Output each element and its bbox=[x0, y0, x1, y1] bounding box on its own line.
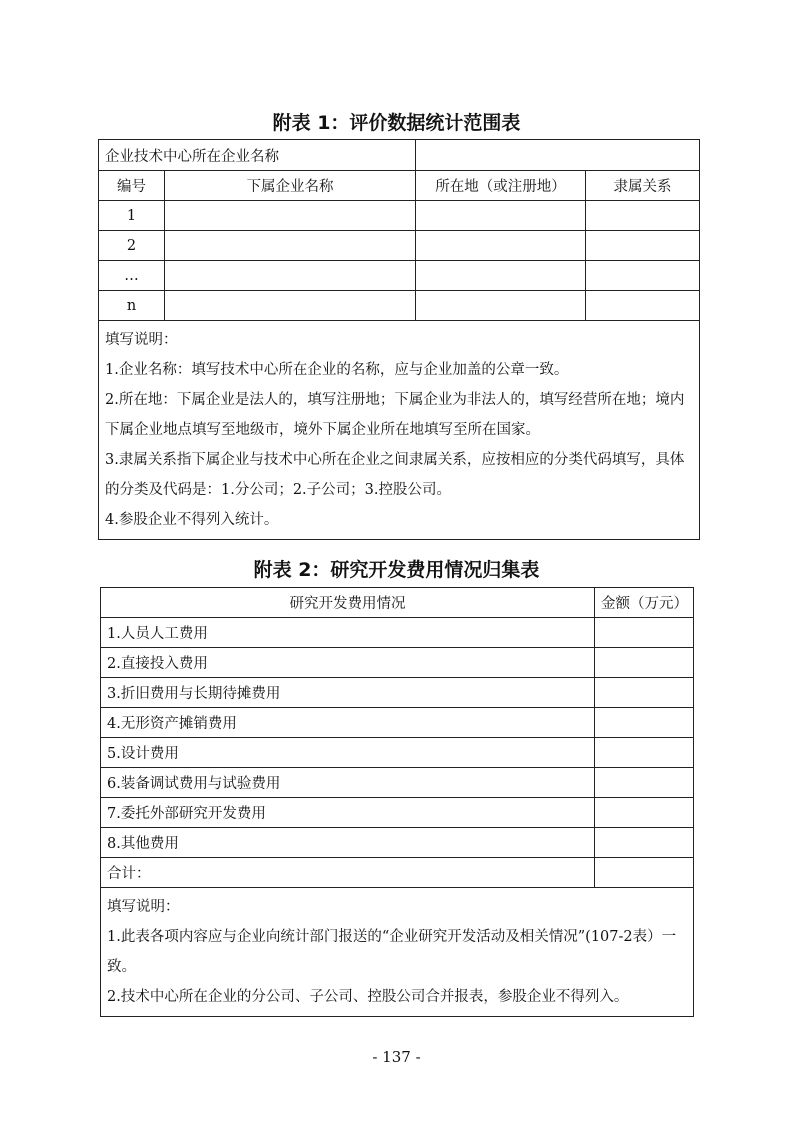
relation-cell[interactable] bbox=[586, 201, 700, 231]
note-item: 3.隶属关系指下属企业与技术中心所在企业之间隶属关系，应按相应的分类代码填写，具体的分类及代码是：1.分公司；2.子公司；3.控股公司。 bbox=[105, 452, 685, 498]
table-row bbox=[101, 648, 694, 678]
table1-title: 附表 1：评价数据统计范围表 bbox=[272, 112, 521, 134]
table-row bbox=[101, 768, 694, 798]
company-name-value[interactable] bbox=[416, 140, 700, 171]
amount-cell[interactable] bbox=[595, 708, 694, 738]
table2-header-row bbox=[101, 588, 694, 618]
subsidiary-name-cell[interactable] bbox=[165, 261, 416, 291]
header-subsidiary-name: 下属企业名称 bbox=[165, 171, 416, 201]
table2-notes bbox=[101, 888, 694, 1017]
total-label: 合计： bbox=[101, 858, 595, 888]
amount-cell[interactable] bbox=[595, 618, 694, 648]
relation-cell[interactable] bbox=[586, 291, 700, 321]
table-row bbox=[101, 828, 694, 858]
relation-cell[interactable] bbox=[586, 261, 700, 291]
subsidiary-name-cell[interactable] bbox=[165, 201, 416, 231]
location-cell[interactable] bbox=[416, 201, 586, 231]
table-row bbox=[101, 708, 694, 738]
subsidiary-name-cell[interactable] bbox=[165, 291, 416, 321]
location-cell[interactable] bbox=[416, 291, 586, 321]
relation-cell[interactable] bbox=[586, 231, 700, 261]
company-name-row bbox=[99, 140, 700, 171]
expense-item: 3.折旧费用与长期待摊费用 bbox=[101, 678, 595, 708]
row-number: 2 bbox=[99, 231, 165, 261]
table-row bbox=[101, 678, 694, 708]
note-item: 1.此表各项内容应与企业向统计部门报送的“企业研究开发活动及相关情况”(107-2表）一致。 bbox=[107, 929, 677, 975]
table1-notes-row bbox=[99, 321, 700, 540]
row-number: n bbox=[99, 291, 165, 321]
total-amount-cell[interactable] bbox=[595, 858, 694, 888]
amount-cell[interactable] bbox=[595, 768, 694, 798]
page-number: - 137 - bbox=[372, 1048, 421, 1066]
table-row bbox=[99, 291, 700, 321]
expense-item: 2.直接投入费用 bbox=[101, 648, 595, 678]
table-row bbox=[101, 798, 694, 828]
table1-notes bbox=[99, 321, 700, 540]
row-number: 1 bbox=[99, 201, 165, 231]
expense-item: 5.设计费用 bbox=[101, 738, 595, 768]
table-row bbox=[99, 231, 700, 261]
company-name-label: 企业技术中心所在企业名称 bbox=[99, 140, 416, 171]
header-number: 编号 bbox=[99, 171, 165, 201]
amount-cell[interactable] bbox=[595, 678, 694, 708]
expense-item: 1.人员人工费用 bbox=[101, 618, 595, 648]
total-row bbox=[101, 858, 694, 888]
table2-notes-row bbox=[101, 888, 694, 1017]
expense-item: 6.装备调试费用与试验费用 bbox=[101, 768, 595, 798]
table2-title: 附表 2：研究开发费用情况归集表 bbox=[253, 559, 540, 581]
notes-heading: 填写说明： bbox=[107, 899, 180, 915]
subsidiary-name-cell[interactable] bbox=[165, 231, 416, 261]
note-item: 2.所在地：下属企业是法人的，填写注册地；下属企业为非法人的，填写经营所在地；境内下属企业地点填写至地级市，境外下属企业所在地填写至所在国家。 bbox=[105, 392, 685, 438]
notes-heading: 填写说明： bbox=[105, 332, 178, 348]
amount-cell[interactable] bbox=[595, 798, 694, 828]
header-location: 所在地（或注册地） bbox=[416, 171, 586, 201]
location-cell[interactable] bbox=[416, 231, 586, 261]
table-row bbox=[101, 618, 694, 648]
header-relation: 隶属关系 bbox=[586, 171, 700, 201]
note-item: 1.企业名称：填写技术中心所在企业的名称，应与企业加盖的公章一致。 bbox=[105, 362, 569, 378]
rd-expense-table bbox=[100, 587, 694, 1017]
table-row bbox=[101, 738, 694, 768]
table-row bbox=[99, 261, 700, 291]
row-number: … bbox=[99, 261, 165, 291]
amount-cell[interactable] bbox=[595, 648, 694, 678]
evaluation-scope-table bbox=[98, 139, 700, 540]
table1-header-row bbox=[99, 171, 700, 201]
header-amount: 金额（万元） bbox=[595, 588, 694, 618]
expense-item: 4.无形资产摊销费用 bbox=[101, 708, 595, 738]
amount-cell[interactable] bbox=[595, 828, 694, 858]
note-item: 2.技术中心所在企业的分公司、子公司、控股公司合并报表，参股企业不得列入。 bbox=[107, 989, 629, 1005]
expense-item: 8.其他费用 bbox=[101, 828, 595, 858]
header-expense-item: 研究开发费用情况 bbox=[101, 588, 595, 618]
location-cell[interactable] bbox=[416, 261, 586, 291]
note-item: 4.参股企业不得列入统计。 bbox=[105, 512, 279, 528]
expense-item: 7.委托外部研究开发费用 bbox=[101, 798, 595, 828]
amount-cell[interactable] bbox=[595, 738, 694, 768]
table-row bbox=[99, 201, 700, 231]
